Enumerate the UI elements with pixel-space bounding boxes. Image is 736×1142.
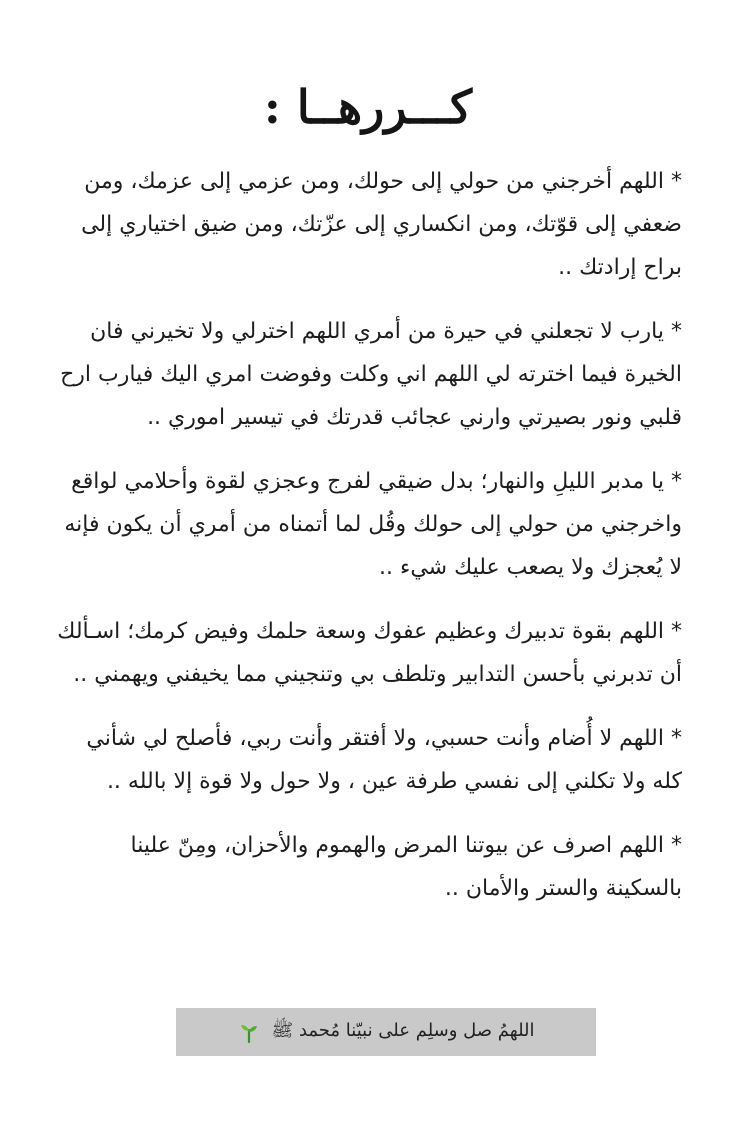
blessing-text: اللهمُ صل وسلِم على نبيّنا مُحمد ﷺ — [271, 1020, 535, 1041]
blessing-banner — [176, 1008, 596, 1056]
supplication-paragraph: * اللهم لا أُضام وأنت حسبي، ولا أفتقر وأنت ربي، فأصلح لي شأني كله ولا تكلني إلى نفسي طرفة عين ، ولا حول ولا قوة إلا بالله .. — [86, 726, 682, 794]
page-title: كـــررهــا : — [263, 80, 473, 134]
sprout-icon — [237, 1020, 261, 1044]
supplication-paragraph: * يارب لا تجعلني في حيرة من أمري اللهم اخترلي ولا تخيرني فان الخيرة فيما اخترته لي اللهم اني وكلت وفوضت امري اليك فيارب ارح قلبي ونور بصيرتي وارني عجائب قدرتك في تيسير اموري .. — [60, 319, 682, 430]
supplication-paragraph: * اللهم بقوة تدبيرك وعظيم عفوك وسعة حلمك وفيض كرمك؛ اسـألك أن تدبرني بأحسن التدابير وتلطف بي وتنجيني مما يخيفني ويهمني .. — [57, 619, 682, 687]
supplication-paragraph: * يا مدبر الليلِ والنهار؛ بدل ضيقي لفرج وعجزي لقوة وأحلامي لواقع واخرجني من حولي إلى حولك وقُل لما أتمناه من أمري أن يكون فإنه لا يُعجزك ولا يصعب عليك شيء .. — [64, 469, 682, 580]
supplication-paragraph: * اللهم أخرجني من حولي إلى حولك، ومن عزمي إلى عزمك، ومن ضعفي إلى قوّتك، ومن انكساري إلى عزّتك، ومن ضيق اختياري إلى براح إرادتك .. — [81, 169, 682, 280]
supplication-list — [52, 160, 682, 931]
supplication-paragraph: * اللهم اصرف عن بيوتنا المرض والهموم والأحزان، ومِنّ علينا بالسكينة والستر والأمان .. — [130, 833, 682, 901]
